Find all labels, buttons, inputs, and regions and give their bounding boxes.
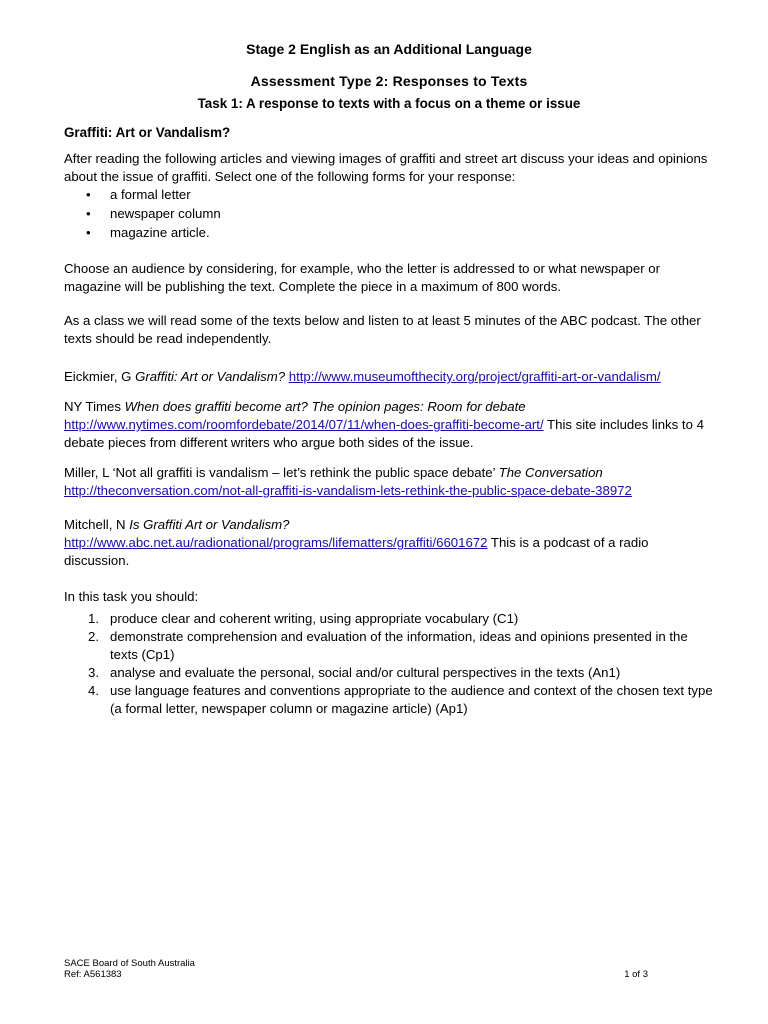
- bullet-icon: •: [86, 225, 91, 240]
- response-forms-list: [64, 186, 714, 243]
- topic-heading: Graffiti: Art or Vandalism?: [64, 125, 231, 140]
- reference-miller: Miller, L ‘Not all graffiti is vandalism – let’s rethink the public space debate’ The Conversation http://theconversation.com/not-all-graffiti-is-vandalism-lets-rethink-the-public-space-debate-38972: [64, 465, 632, 498]
- audience-paragraph: Choose an audience by considering, for example, who the letter is addressed to or what newspaper or magazine will be publishing the text. Complete the piece in a maximum of 800 words.: [64, 261, 660, 294]
- footer-ref: Ref: A561383: [64, 969, 122, 980]
- list-item: 2. demonstrate comprehension and evaluation of the information, ideas and opinions presented in the texts (Cp1): [88, 629, 688, 662]
- list-item: 3. analyse and evaluate the personal, social and/or cultural perspectives in the texts (An1): [88, 665, 621, 680]
- task-heading: Task 1: A response to texts with a focus on a theme or issue: [197, 96, 581, 111]
- list-item: 1. produce clear and coherent writing, using appropriate vocabulary (C1): [88, 611, 519, 626]
- page-number: 1 of 3: [624, 969, 648, 980]
- document-title: Stage 2 English as an Additional Language: [246, 41, 532, 57]
- reference-mitchell: Mitchell, N Is Graffiti Art or Vandalism? http://www.abc.net.au/radionational/programs/lifematters/graffiti/6601672 This is a podcast of a radio discussion.: [64, 517, 649, 568]
- list-item: 4. use language features and conventions appropriate to the audience and context of the chosen text type (a formal letter, newspaper column or magazine article) (Ap1): [88, 683, 713, 716]
- reference-link[interactable]: http://www.abc.net.au/radionational/programs/lifematters/graffiti/6601672: [64, 535, 488, 550]
- assessment-heading: Assessment Type 2: Responses to Texts: [250, 73, 528, 89]
- list-item: • newspaper column: [86, 206, 221, 221]
- reference-eickmier: Eickmier, G Graffiti: Art or Vandalism? http://www.museumofthecity.org/project/graffiti-art-or-vandalism/: [64, 369, 661, 384]
- document-page: [64, 40, 714, 718]
- intro-paragraph: After reading the following articles and viewing images of graffiti and street art discuss your ideas and opinions about the issue of graffiti. Select one of the following forms for your response:: [64, 151, 708, 184]
- bullet-icon: •: [86, 206, 91, 221]
- bullet-icon: •: [86, 187, 91, 202]
- footer-org: SACE Board of South Australia: [64, 958, 195, 969]
- task-criteria-list: [64, 610, 714, 718]
- page-footer: [64, 958, 648, 980]
- class-note-paragraph: As a class we will read some of the texts below and listen to at least 5 minutes of the ABC podcast. The other texts should be read independently.: [64, 313, 701, 346]
- reference-link[interactable]: http://theconversation.com/not-all-graffiti-is-vandalism-lets-rethink-the-public-space-debate-38972: [64, 483, 632, 498]
- list-item: • magazine article.: [86, 225, 210, 240]
- list-item: • a formal letter: [86, 187, 191, 202]
- tasks-intro: In this task you should:: [64, 589, 199, 604]
- reference-link[interactable]: http://www.museumofthecity.org/project/graffiti-art-or-vandalism/: [288, 369, 661, 384]
- reference-link[interactable]: http://www.nytimes.com/roomfordebate/2014/07/11/when-does-graffiti-become-art/: [64, 417, 544, 432]
- reference-nytimes: NY Times When does graffiti become art? The opinion pages: Room for debate http://www.nytimes.com/roomfordebate/2014/07/11/when-does-graffiti-become-art/ This site includes links to 4 debate pieces from different writers who argue both sides of the issue.: [64, 399, 704, 450]
